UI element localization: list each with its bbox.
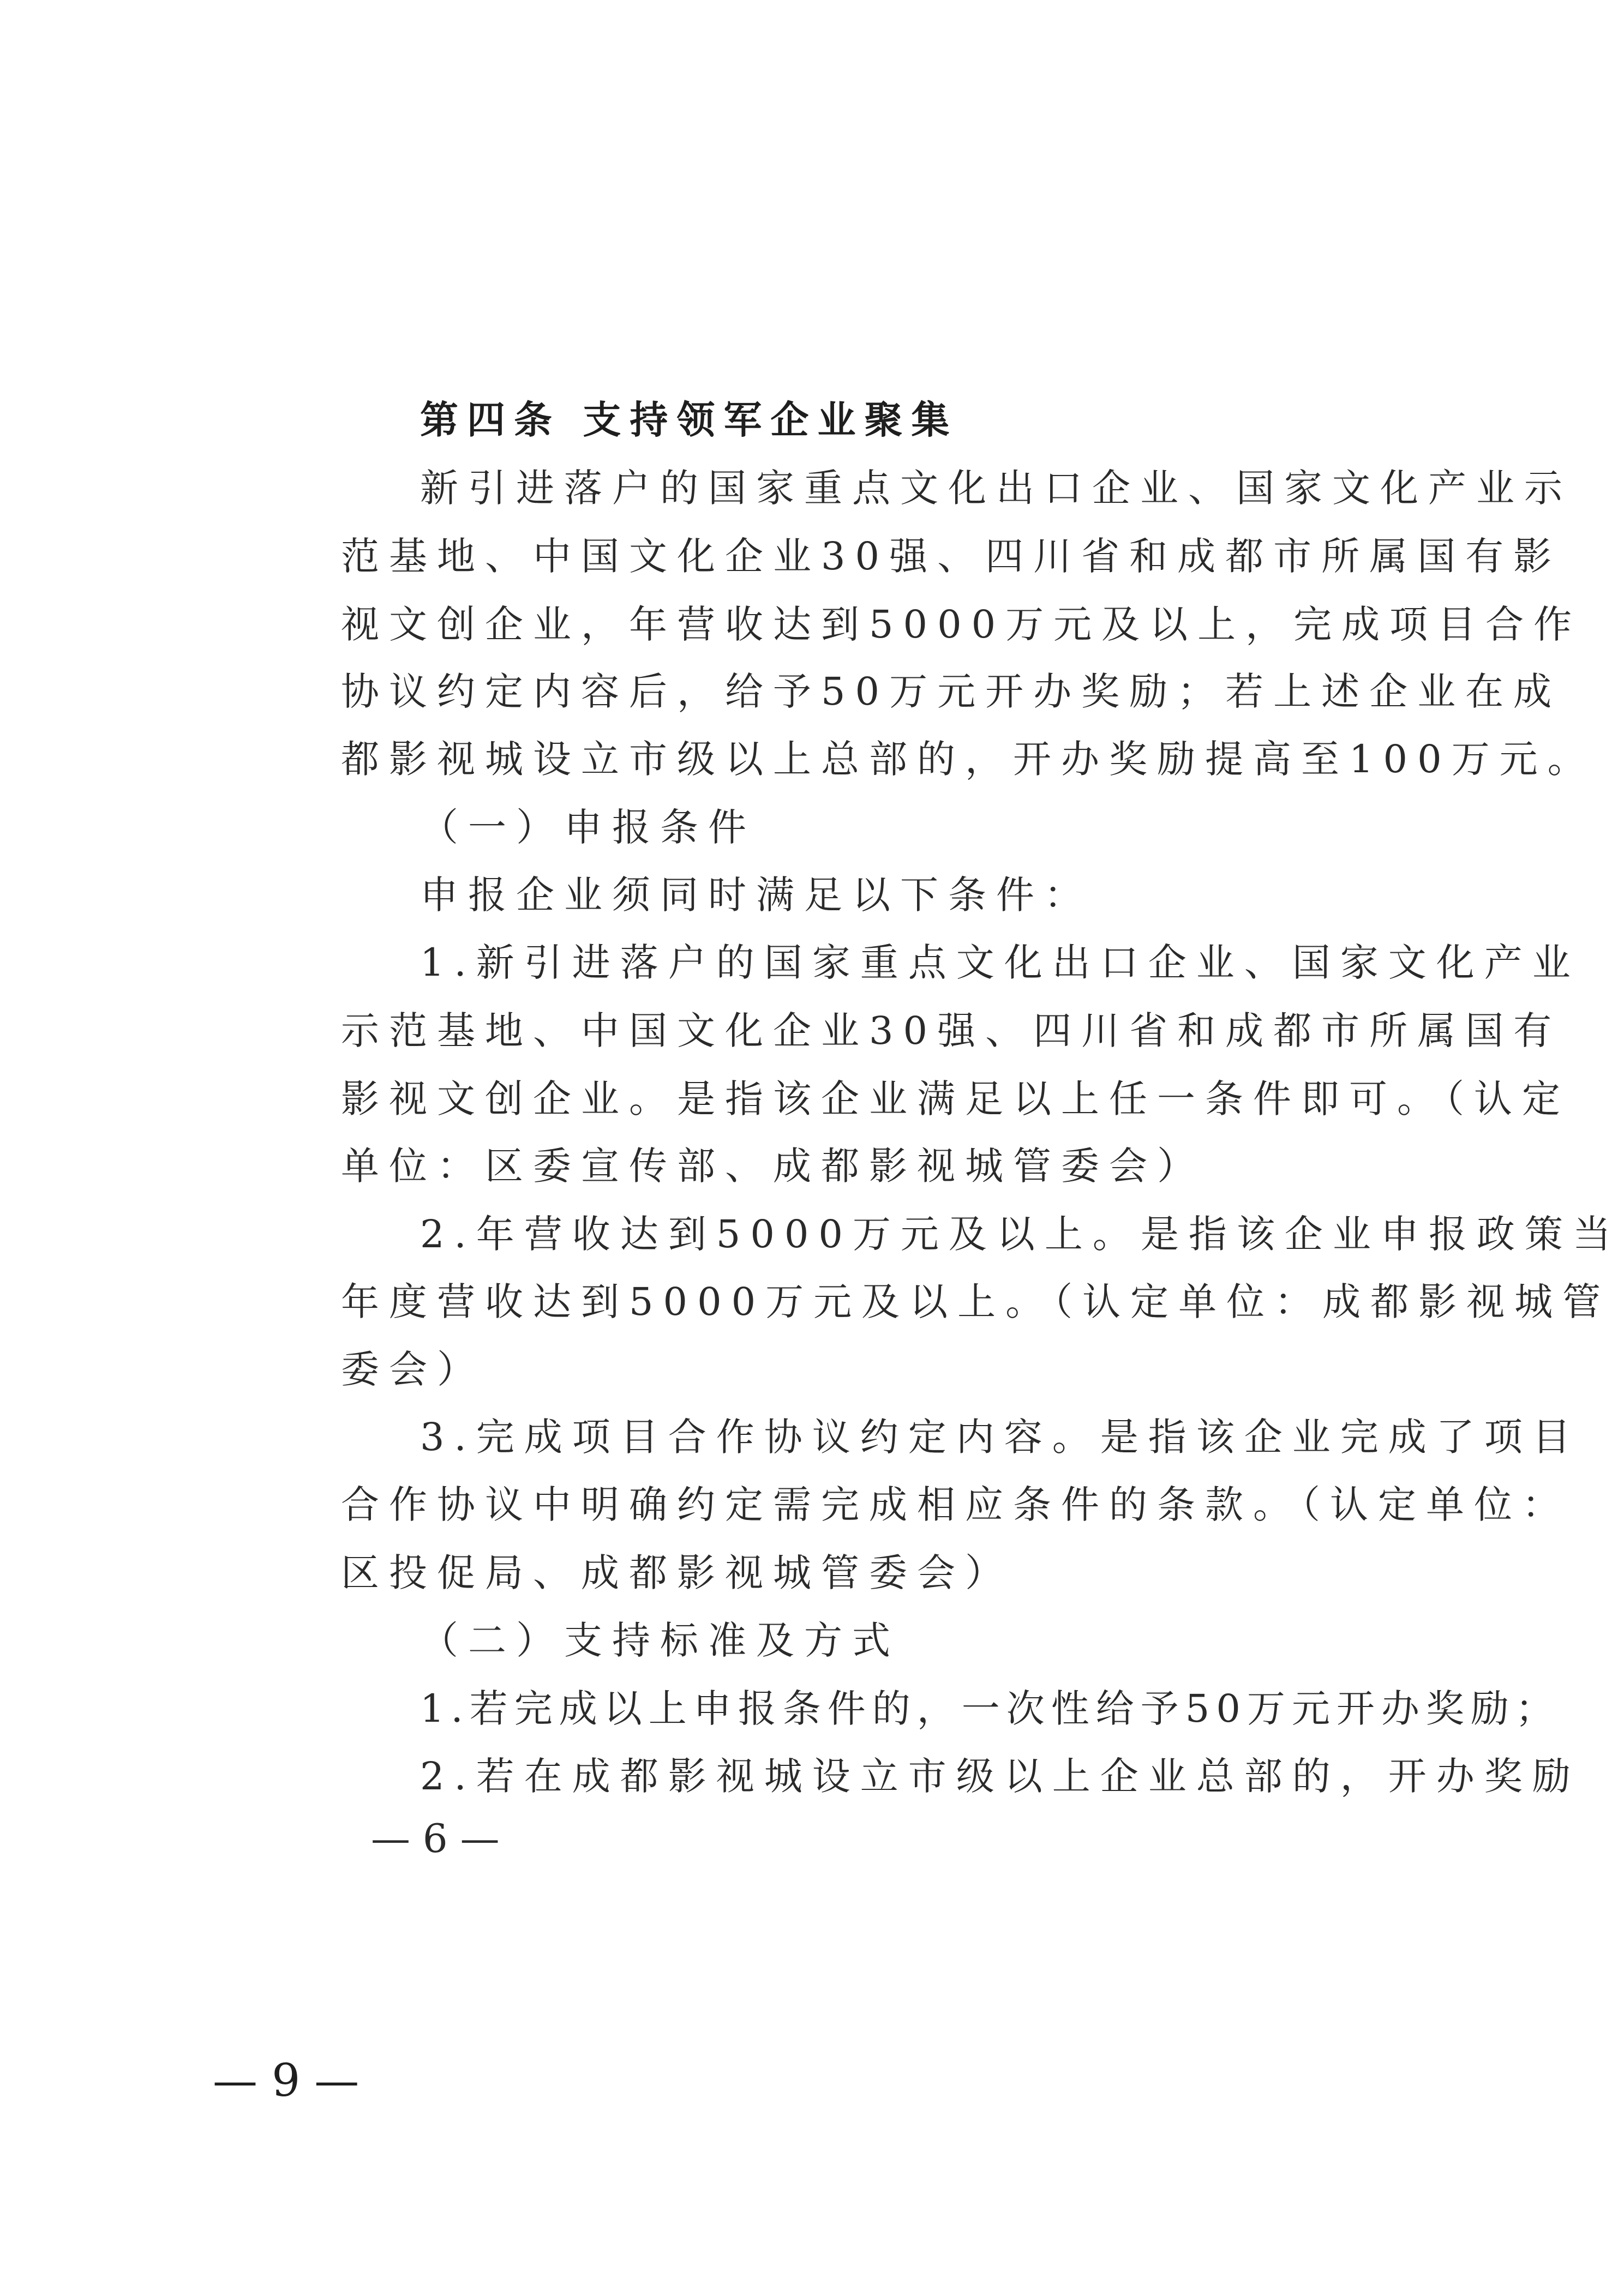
- inner-page-number: — 6 —: [371, 1816, 500, 1861]
- section-heading: （二）支持标准及方式: [420, 1618, 900, 1663]
- paragraph-line: 委会）: [341, 1347, 485, 1392]
- paragraph-line: 视文创企业，年营收达到5000万元及以上，完成项目合作: [341, 602, 1582, 647]
- paragraph-line: 区投促局、成都影视城管委会）: [341, 1550, 1013, 1595]
- paragraph-line: 新引进落户的国家重点文化出口企业、国家文化产业示: [420, 466, 1572, 510]
- paragraph-line: 2.年营收达到5000万元及以上。是指该企业申报政策当: [420, 1212, 1621, 1257]
- paragraph-line: 1.若完成以上申报条件的，一次性给予50万元开办奖励；: [420, 1686, 1560, 1731]
- paragraph-line: 2.若在成都影视城设立市级以上企业总部的，开办奖励: [420, 1754, 1580, 1799]
- paragraph-line: 都影视城设立市级以上总部的，开办奖励提高至100万元。: [341, 737, 1596, 782]
- paragraph-line: 合作协议中明确约定需完成相应条件的条款。（认定单位：: [341, 1482, 1570, 1527]
- paragraph-line: 影视文创企业。是指该企业满足以上任一条件即可。（认定: [341, 1077, 1570, 1121]
- paragraph-line: 协议约定内容后，给予50万元开办奖励；若上述企业在成: [341, 669, 1562, 714]
- paragraph-line: 3.完成项目合作协议约定内容。是指该企业完成了项目: [420, 1415, 1580, 1459]
- article-heading: 第四条 支持领军企业聚集: [420, 398, 958, 442]
- paragraph-line: 单位：区委宣传部、成都影视城管委会）: [341, 1144, 1205, 1188]
- paragraph-line: 1.新引进落户的国家重点文化出口企业、国家文化产业: [420, 940, 1580, 985]
- section-heading: （一）申报条件: [420, 805, 756, 850]
- paragraph-line: 年度营收达到5000万元及以上。（认定单位：成都影视城管: [341, 1279, 1611, 1324]
- paragraph-line: 示范基地、中国文化企业30强、四川省和成都市所属国有: [341, 1008, 1562, 1053]
- paragraph-line: 申报企业须同时满足以下条件：: [420, 873, 1092, 917]
- outer-page-number: — 9 —: [213, 2055, 359, 2107]
- paragraph-line: 范基地、中国文化企业30强、四川省和成都市所属国有影: [341, 534, 1562, 579]
